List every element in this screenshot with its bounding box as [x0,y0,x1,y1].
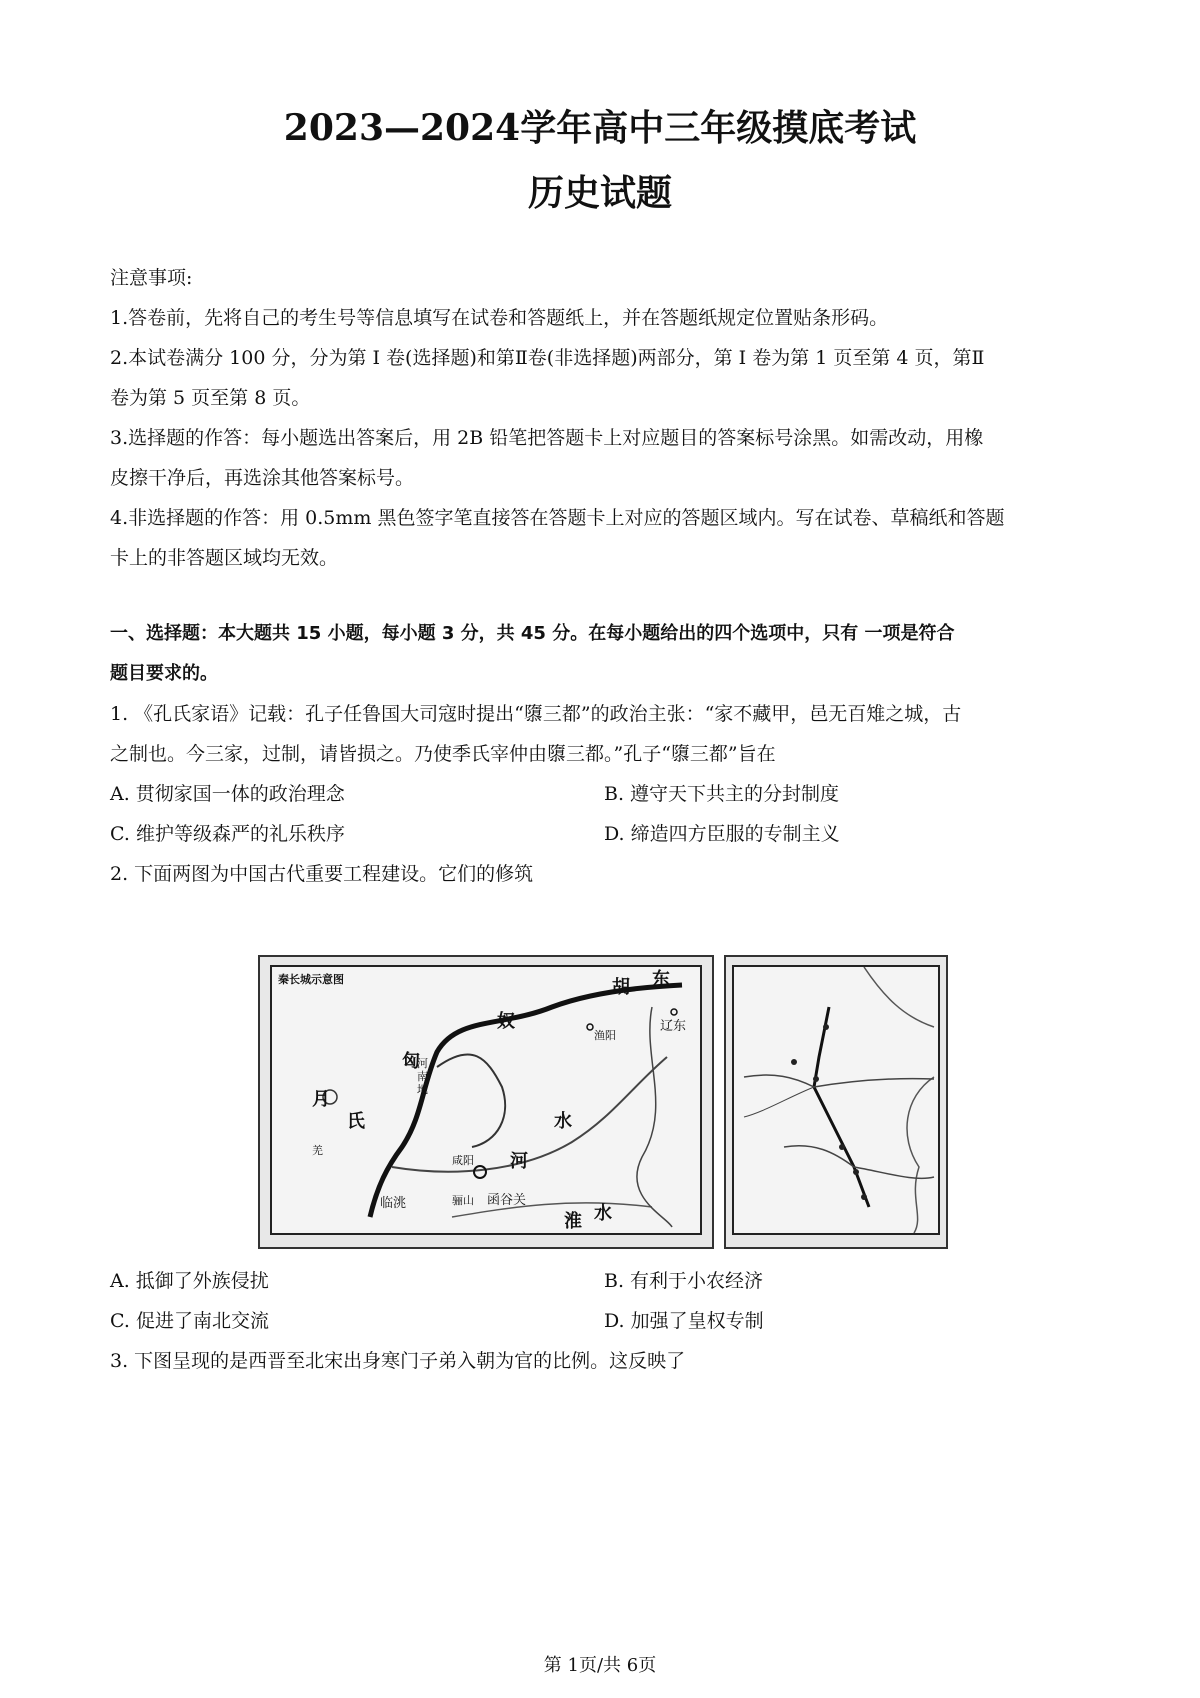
map-label-yuyang: 渔阳 [594,1029,616,1042]
q2-option-c: C. 促进了南北交流 [110,1310,269,1332]
canal-map [724,955,948,1249]
notice-line-7: 卡上的非答题区域均无效。 [110,547,339,569]
q2-option-a: A. 抵御了外族侵扰 [110,1270,269,1292]
qin-great-wall-map [258,955,714,1249]
xianyang-marker [474,1166,486,1178]
q1-option-d: D. 缔造四方臣服的专制主义 [604,823,840,845]
section-heading-line-2: 题目要求的。 [110,663,218,684]
grand-canal-line [814,1007,869,1207]
q1-option-a: A. 贯彻家国一体的政治理念 [110,783,345,805]
notice-line-5: 皮擦干净后，再选涂其他答案标号。 [110,467,415,489]
q1-stem-line-1: 1. 《孔氏家语》记载：孔子任鲁国大司寇时提出“隳三都”的政治主张：“家不藏甲，邑无百雉之城，古 [110,703,962,725]
yangtze-line [784,1146,934,1179]
section-heading-line-1: 一、选择题：本大题共 15 小题，每小题 3 分，共 45 分。在每小题给出的四个选项中，只有 一项是符合 [110,623,955,644]
notice-line-2: 2.本试卷满分 100 分，分为第 I 卷(选择题)和第Ⅱ卷(非选择题)两部分，第 I 卷为第 1 页至第 4 页，第Ⅱ [110,347,985,369]
canal-map-drawing [734,967,938,1233]
page-footer: 第 1页/共 6页 [543,1655,657,1676]
notice-line-4: 3.选择题的作答：每小题选出答案后，用 2B 铅笔把答题卡上对应题目的答案标号涂黑。如需改动，用橡 [110,427,984,449]
city-marker [813,1076,819,1082]
coast-north [864,967,934,1027]
map-label-nu: 奴 [497,1011,515,1032]
map-label-lintao: 临洮 [380,1196,407,1211]
map-label-huai: 淮 [564,1211,582,1232]
map-title: 秦长城示意图 [278,973,344,986]
city-marker [839,1144,845,1150]
map-label-he: 河 [510,1151,528,1172]
coast-east [907,1077,934,1233]
canal-map-frame [732,965,940,1235]
map-label-yue: 月 [312,1089,330,1110]
map-label-xiong: 匈 [402,1051,420,1072]
exam-subtitle: 历史试题 [527,172,672,214]
yuyang-marker [587,1024,593,1030]
map-drawing [272,967,700,1233]
yellow-river-line [744,1075,934,1087]
map-label-shi: 氏 [347,1111,365,1132]
q1-option-c: C. 维护等级森严的礼乐秩序 [110,823,345,845]
yellow-river-bend [437,1054,505,1147]
map-label-shui2: 水 [594,1203,612,1224]
map-label-hu: 胡 [612,977,630,998]
tributary-line [744,1087,814,1117]
city-marker [791,1059,797,1065]
q1-stem-line-2: 之制也。今三家，过制，请皆损之。乃使季氏宰仲由隳三都。”孔子“隳三都”旨在 [110,743,776,765]
notice-line-3: 卷为第 5 页至第 8 页。 [110,387,311,409]
exam-title: 2023—2024学年高中三年级摸底考试 [283,107,917,149]
river-line [392,1057,667,1172]
map-label-henandi: 河南地 [417,1057,428,1096]
map-label-shui: 水 [554,1111,572,1132]
huai-river-line [452,1203,652,1217]
notice-line-1: 1.答卷前，先将自己的考生号等信息填写在试卷和答题纸上，并在答题纸规定位置贴条形码。 [110,307,889,329]
coastline [637,1007,672,1227]
q3-stem: 3. 下图呈现的是西晋至北宋出身寒门子弟入朝为官的比例。这反映了 [110,1350,686,1372]
q2-option-d: D. 加强了皇权专制 [604,1310,764,1332]
q2-option-b: B. 有利于小农经济 [604,1270,764,1292]
map-label-lishan: 骊山 [452,1194,474,1207]
map-label-xianyang: 咸阳 [452,1154,474,1167]
map-label-hanguguan: 函谷关 [487,1193,527,1208]
notice-heading: 注意事项: [110,267,193,289]
map-label-dong: 东 [652,969,670,990]
city-marker [853,1169,859,1175]
q1-option-b: B. 遵守天下共主的分封制度 [604,783,840,805]
great-wall-line [370,985,682,1217]
q2-stem: 2. 下面两图为中国古代重要工程建设。它们的修筑 [110,863,534,885]
map-label-liaodong: 辽东 [660,1019,687,1034]
notice-line-6: 4.非选择题的作答：用 0.5mm 黑色签字笔直接答在答题卡上对应的答题区域内。写在试卷、草稿纸和答题 [110,507,1005,529]
city-marker [823,1024,829,1030]
city-marker [861,1194,867,1200]
map-label-qiang: 羌 [312,1144,323,1157]
map-frame [270,965,702,1235]
